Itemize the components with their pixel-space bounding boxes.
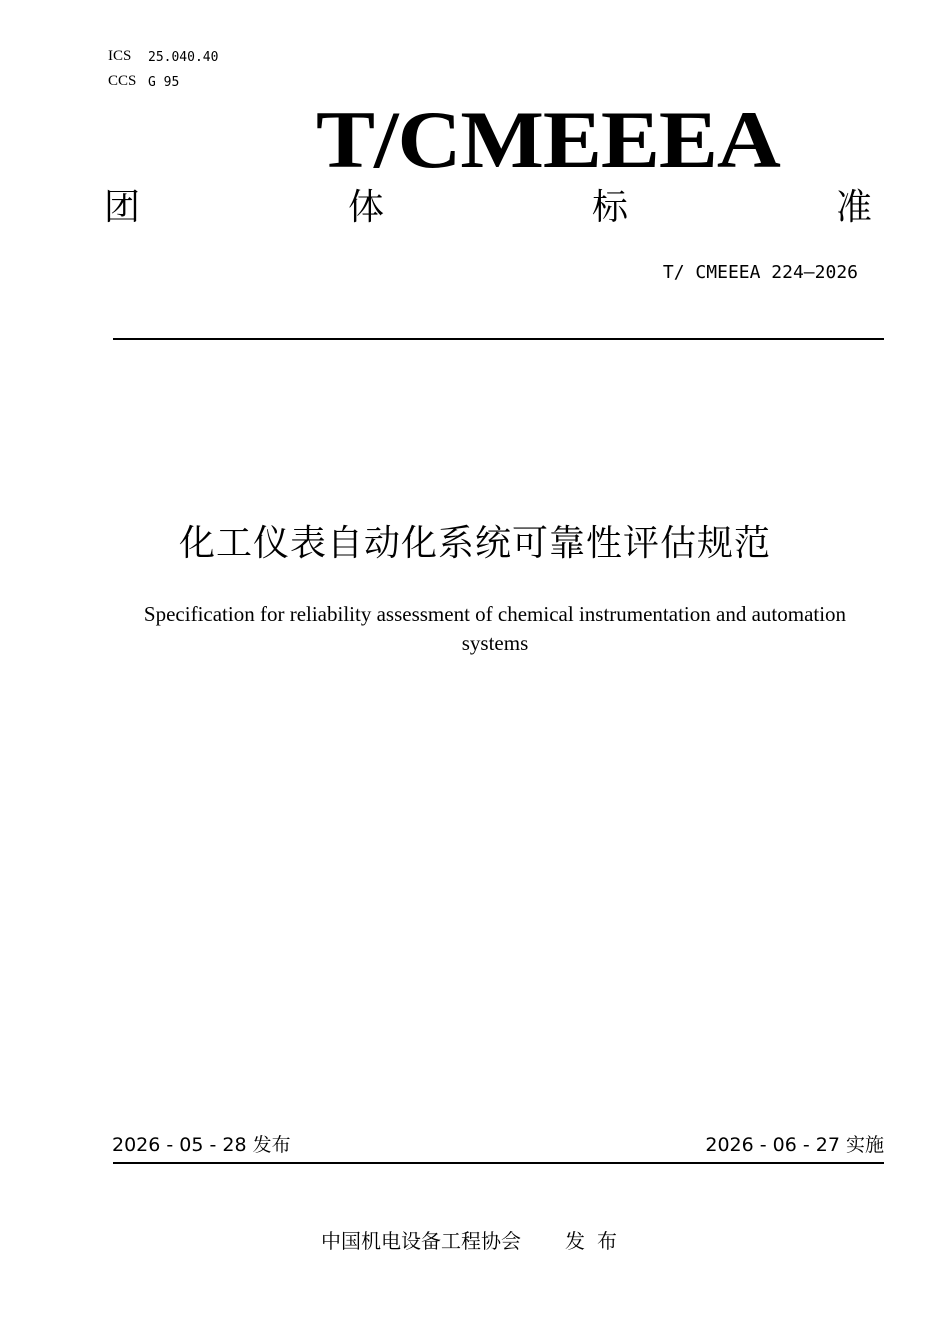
standard-type-char: 团 [104, 187, 141, 228]
implement-label: 实施 [845, 1134, 884, 1156]
implement-date: 2026 - 06 - 27 [705, 1134, 840, 1156]
standard-number: T/ CMEEEA 224—2026 [662, 262, 858, 283]
issue-date-line [112, 1132, 291, 1158]
footer-divider [113, 1162, 884, 1164]
publisher-action: 发布 [565, 1229, 629, 1253]
issue-date: 2026 - 05 - 28 [112, 1134, 247, 1156]
ics-label: ICS [108, 48, 132, 64]
publisher-name: 中国机电设备工程协会 [321, 1229, 521, 1253]
implement-date-line [705, 1132, 884, 1158]
issue-label: 发布 [252, 1134, 291, 1156]
ccs-code: G 95 [148, 75, 180, 90]
document-title-chinese: 化工仪表自动化系统可靠性评估规范 [178, 523, 771, 564]
standard-type-char: 标 [592, 187, 629, 228]
header-divider [113, 338, 884, 340]
document-title-english: Specification for reliability assessment of chemical instrumentation and automation systems [143, 602, 847, 655]
organization-logo: T/CMEEEA [316, 94, 780, 185]
publisher-line [0, 1227, 950, 1255]
standard-type-char: 体 [348, 187, 385, 228]
standard-type-char: 准 [836, 187, 873, 228]
ccs-label: CCS [108, 73, 137, 89]
ics-code: 25.040.40 [148, 50, 219, 65]
standard-type [104, 186, 874, 230]
